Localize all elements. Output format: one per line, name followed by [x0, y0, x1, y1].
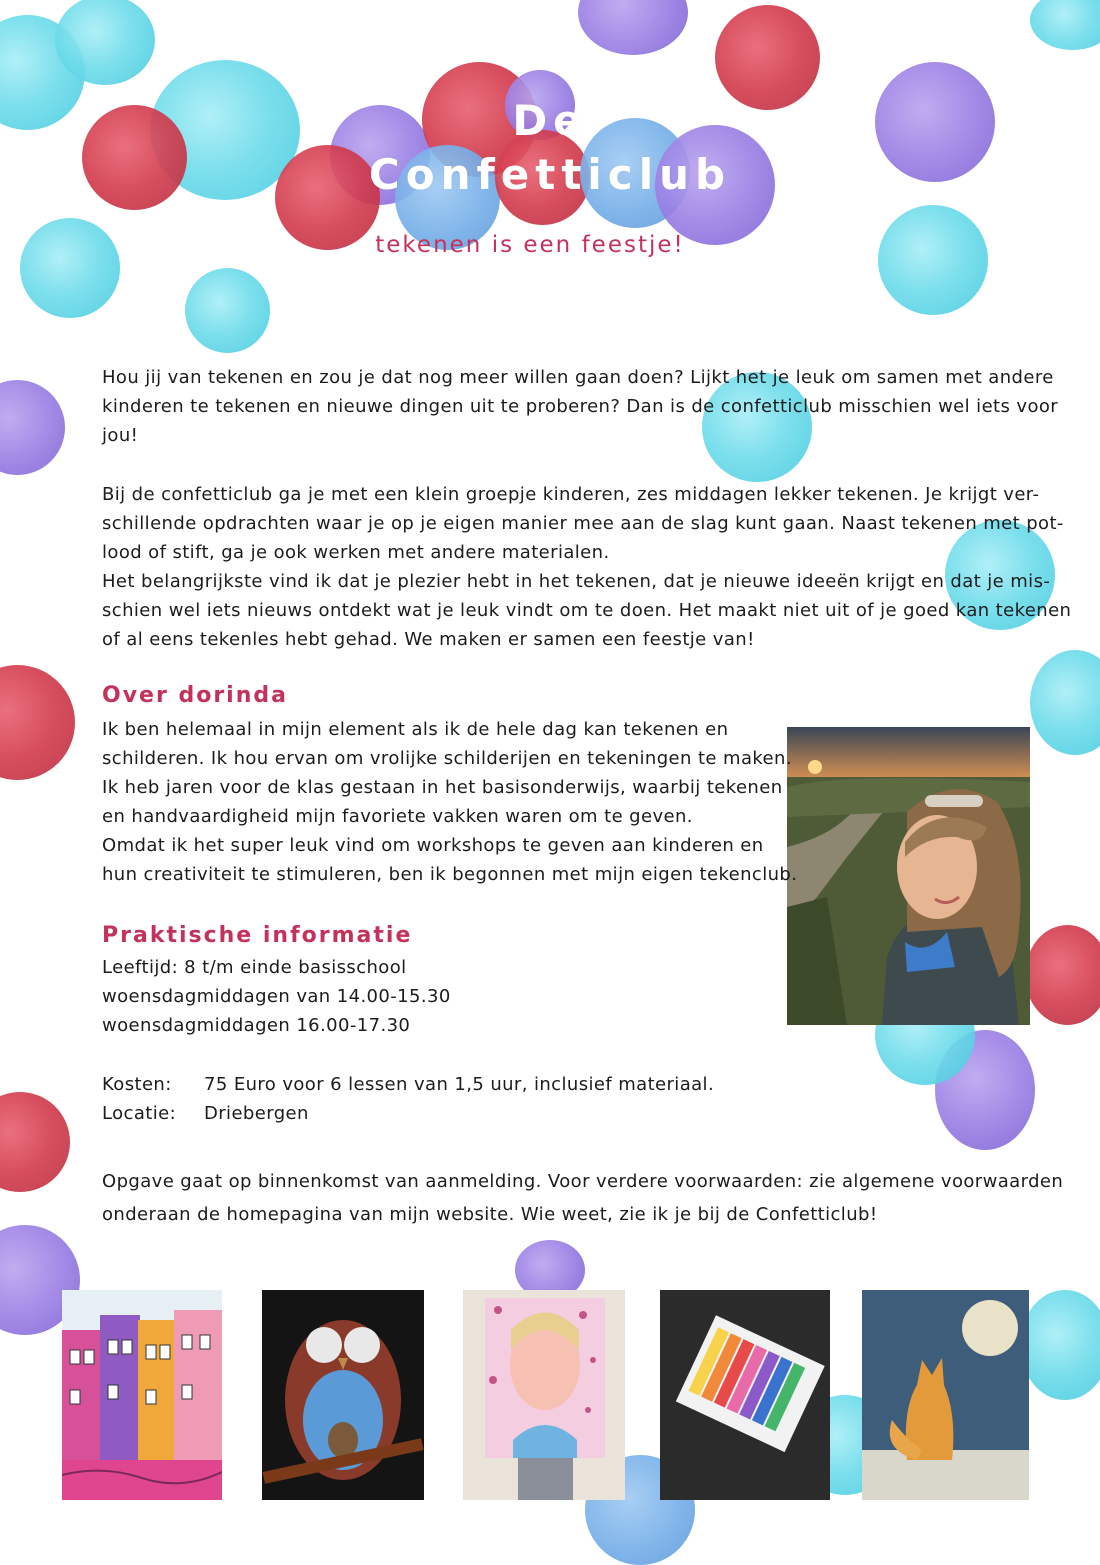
confetti-dot: [55, 0, 155, 85]
text-line: Omdat ik het super leuk vind om workshops te geven aan kinderen en: [102, 835, 764, 856]
text-line: en handvaardigheid mijn favoriete vakken waren om te geven.: [102, 806, 693, 827]
text-line: Ik ben helemaal in mijn element als ik de hele dag kan tekenen en: [102, 719, 729, 740]
costs-label: Kosten:: [102, 1074, 172, 1095]
text-line: Bij de confetticlub ga je met een klein groepje kinderen, zes middagen lekker tekenen. Je krijgt ver-: [102, 484, 1040, 505]
confetti-dot: [715, 5, 820, 110]
text-line: schillende opdrachten waar je op je eigen manier mee aan de slag kunt gaan. Naast tekenen met pot-: [102, 513, 1064, 534]
text-line: onderaan de homepagina van mijn website. Wie weet, zie ik je bij de Confetticlub!: [102, 1204, 878, 1225]
confetti-dot: [578, 0, 688, 55]
portrait-illustration: [787, 727, 1030, 1025]
portrait-photo: [787, 727, 1030, 1025]
gallery-image-fox: [862, 1290, 1029, 1500]
confetti-dot: [1030, 650, 1100, 755]
text-line: schilderen. Ik hou ervan om vrolijke schilderijen en tekeningen te maken.: [102, 748, 792, 769]
about-heading: Over dorinda: [102, 683, 288, 708]
practical-heading: Praktische informatie: [102, 923, 413, 948]
age-line: Leeftijd: 8 t/m einde basisschool: [102, 957, 407, 978]
text-line: schien wel iets nieuws ontdekt wat je leuk vindt om te doen. Het maakt niet uit of je goed kan tekenen: [102, 600, 1072, 621]
location-row: [102, 1099, 714, 1128]
text-line: Ik heb jaren voor de klas gestaan in het basisonderwijs, waarbij tekenen: [102, 777, 783, 798]
gallery-image-owl: [262, 1290, 424, 1500]
text-line: jou!: [102, 425, 139, 446]
gallery-image-houses: [62, 1290, 222, 1500]
intro-paragraph-1: [102, 363, 1058, 450]
text-line: hun creativiteit te stimuleren, ben ik begonnen met mijn eigen tekenclub.: [102, 864, 798, 885]
gallery-image-portrait-drawing: [463, 1290, 625, 1500]
costs-value: 75 Euro voor 6 lessen van 1,5 uur, inclusief materiaal.: [204, 1074, 715, 1095]
text-line: Hou jij van tekenen en zou je dat nog meer willen gaan doen? Lijkt het je leuk om samen met andere: [102, 367, 1054, 388]
confetti-dot: [0, 380, 65, 475]
location-value: Driebergen: [204, 1103, 309, 1124]
confetti-dot: [1025, 925, 1100, 1025]
title-line-2: Confetticlub: [368, 150, 732, 199]
gallery-image-pastels: [660, 1290, 830, 1500]
confetti-dot: [1030, 0, 1100, 50]
confetti-dot: [185, 268, 270, 353]
text-line: Het belangrijkste vind ik dat je plezier hebt in het tekenen, dat je nieuwe ideeën krijgt en dat je mis-: [102, 571, 1051, 592]
confetti-dot: [1020, 1290, 1100, 1400]
text-line: kinderen te tekenen en nieuwe dingen uit te proberen? Dan is de confetticlub misschien wel iets voor: [102, 396, 1059, 417]
text-line: lood of stift, ga je ook werken met andere materialen.: [102, 542, 610, 563]
closing-paragraph: [102, 1165, 1063, 1231]
schedule-line: woensdagmiddagen 16.00-17.30: [102, 1015, 411, 1036]
cost-location: [102, 1070, 714, 1128]
practical-info: [102, 953, 451, 1040]
confetti-dot: [0, 1092, 70, 1192]
tagline: tekenen is een feestje!: [375, 232, 685, 258]
title-line-1: De: [512, 96, 588, 145]
text-line: of al eens tekenles hebt gehad. We maken er samen een feestje van!: [102, 629, 755, 650]
about-paragraph: [102, 715, 797, 889]
costs-row: [102, 1070, 714, 1099]
schedule-line: woensdagmiddagen van 14.00-15.30: [102, 986, 451, 1007]
confetti-dot: [878, 205, 988, 315]
intro-paragraph-2: [102, 480, 1071, 654]
confetti-dot: [0, 665, 75, 780]
text-line: Opgave gaat op binnenkomst van aanmelding. Voor verdere voorwaarden: zie algemene voorwaarden: [102, 1171, 1064, 1192]
location-label: Locatie:: [102, 1103, 177, 1124]
